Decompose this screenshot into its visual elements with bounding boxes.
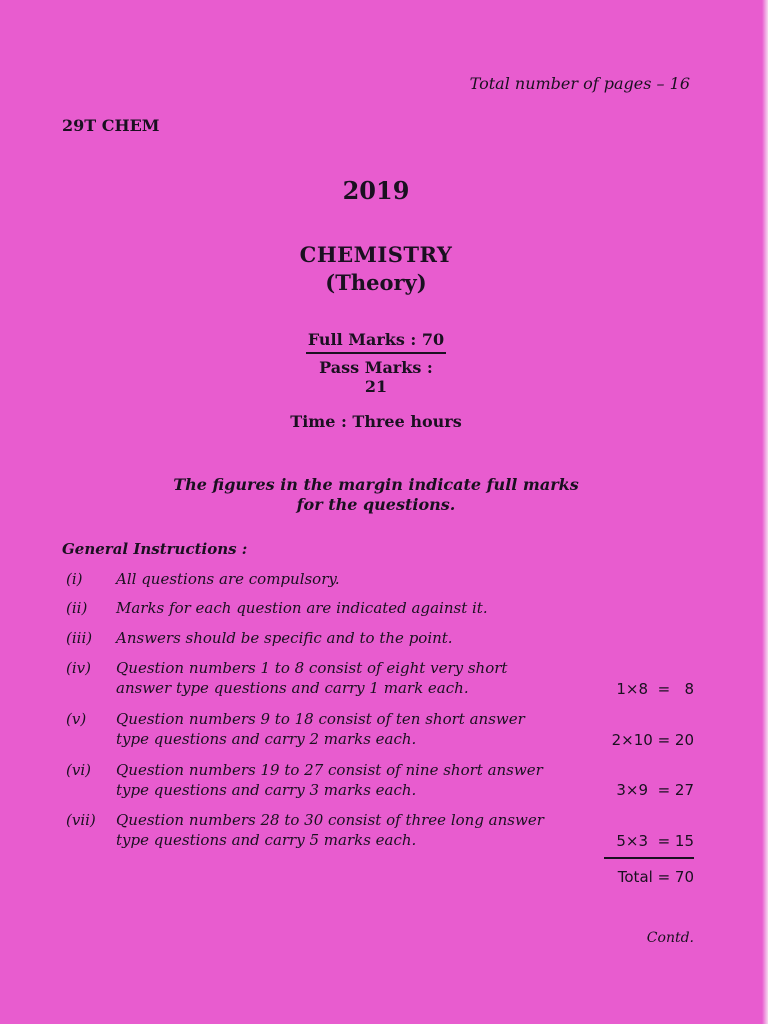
total-marks: Total = 70 [617,868,694,886]
instruction-text: Question numbers 9 to 18 consist of ten short answer type questions and carry 2 marks each. [116,710,525,748]
subject-title: CHEMISTRY [299,242,453,267]
full-marks: Full Marks : 70 [306,330,446,354]
instruction-text: Answers should be specific and to the point. [116,629,453,647]
total-pages-note: Total number of pages – 16 [469,74,690,93]
instruction-text: Question numbers 1 to 8 consist of eight very short answer type questions and carry 1 mark each. [116,659,508,697]
instruction-number: (vii) [66,811,96,829]
instruction-number: (iii) [66,629,93,647]
marks-calculation: 1×8 = 8 [616,680,694,698]
marks-calculation: 3×9 = 27 [616,781,694,799]
paper-code: 29T CHEM [62,116,160,135]
instruction-number: (ii) [66,599,88,617]
instruction-number: (iv) [66,659,91,677]
marks-calculation: 5×3 = 15 [616,832,694,850]
exam-duration: Time : Three hours [290,412,462,431]
instruction-number: (vi) [66,761,91,779]
exam-year: 2019 [342,176,410,205]
instruction-text: Marks for each question are indicated against it. [116,599,488,617]
continued-note: Contd. [646,930,694,946]
margin-marks-note [0,475,752,515]
instruction-text: Question numbers 28 to 30 consist of three long answer type questions and carry 5 marks each. [116,811,544,849]
instruction-text: All questions are compulsory. [116,570,340,588]
subject-type: (Theory) [325,270,427,295]
instruction-number: (v) [66,710,87,728]
instruction-text: Question numbers 19 to 27 consist of nine short answer type questions and carry 3 marks each. [116,761,543,799]
paper-edge [762,0,768,1024]
marks-box [306,330,446,396]
instruction-number: (i) [66,570,83,588]
pass-marks: Pass Marks : 21 [319,358,433,396]
marks-calculation: 2×10 = 20 [611,731,694,749]
general-instructions-heading: General Instructions : [62,540,248,558]
margin-note-line-1: The figures in the margin indicate full marks [173,475,579,494]
total-rule [604,857,694,859]
margin-note-line-2: for the questions. [296,495,456,514]
